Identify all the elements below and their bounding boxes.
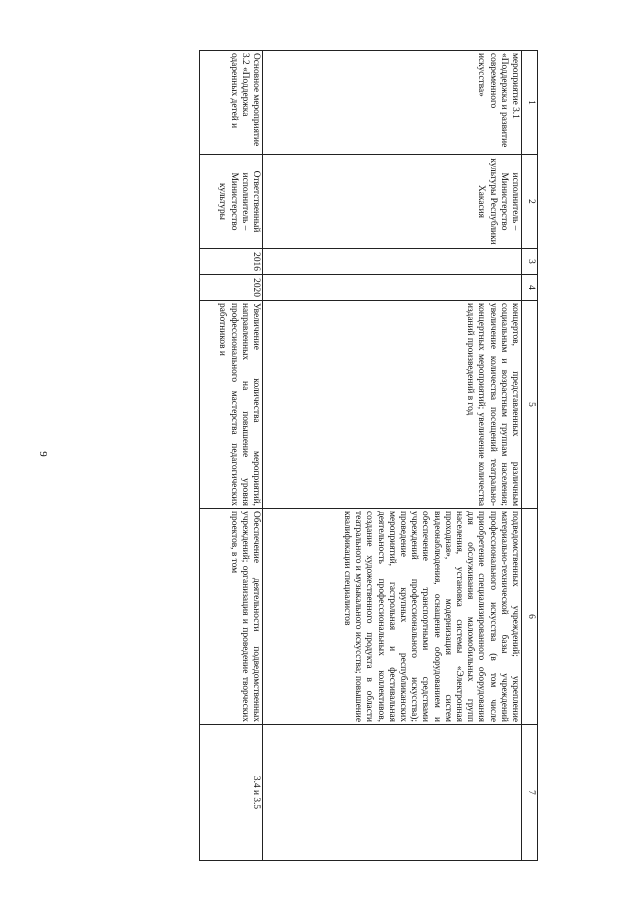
executor-cell: Ответственный исполнитель – Министерство культуры	[200, 155, 263, 249]
indicator-cell: 3.4 и 3.5	[200, 725, 263, 861]
column-header: 4	[522, 275, 538, 301]
rotated-table-wrapper	[120, 50, 538, 860]
executor-cell: исполнитель – Министерство культуры Республики Хакасия	[263, 155, 522, 249]
table-row	[200, 51, 263, 861]
start-year-cell: 2016	[200, 249, 263, 275]
activities-cell: подведомственных учреждений; укрепление материально-технической базы учреждений профессионального искусства (в том числе приобретение специализированного оборудования для обслуживания маломобильных групп населения, установка системы «Электронная проходная», модернизация систем видеонаблюдения, оснащение оборудованием и обеспечение транспортными средствами учреждений профессионального искусства); проведение крупных республиканских мероприятий, гастрольная и фестивальная деятельность профессиональных коллективов, создание художественного продукта в области театрального и музыкального искусства; повышение квалификации специалистов	[263, 509, 522, 725]
table-header-row	[522, 51, 538, 861]
column-header: 3	[522, 249, 538, 275]
column-header: 2	[522, 155, 538, 249]
indicator-cell	[263, 725, 522, 861]
end-year-cell	[263, 275, 522, 301]
start-year-cell	[263, 249, 522, 275]
column-header: 7	[522, 725, 538, 861]
measure-name-cell: мероприятие 3.1 «Поддержка и развитие современного искусства»	[263, 51, 522, 155]
column-header: 1	[522, 51, 538, 155]
table-row	[263, 51, 522, 861]
expected-result-cell: концертов, представленных различным социальным и возрастным группам населения; увеличение количества посещений театрально-концертных мероприятий; увеличение количества изданий произведений в год	[263, 301, 522, 509]
expected-result-cell: Увеличение количества мероприятий, направленных на повышение уровня профессионального мастерства педагогических работников и	[200, 301, 263, 509]
measure-name-cell: Основное мероприятие 3.2 «Поддержка одаренных детей и	[200, 51, 263, 155]
end-year-cell: 2020	[200, 275, 263, 301]
page-number: 9	[36, 451, 49, 457]
activities-cell: Обеспечение деятельности подведомственных учреждений; организация и проведение творческих проектов, в том	[200, 509, 263, 725]
program-table	[199, 50, 538, 861]
column-header: 6	[522, 509, 538, 725]
column-header: 5	[522, 301, 538, 509]
